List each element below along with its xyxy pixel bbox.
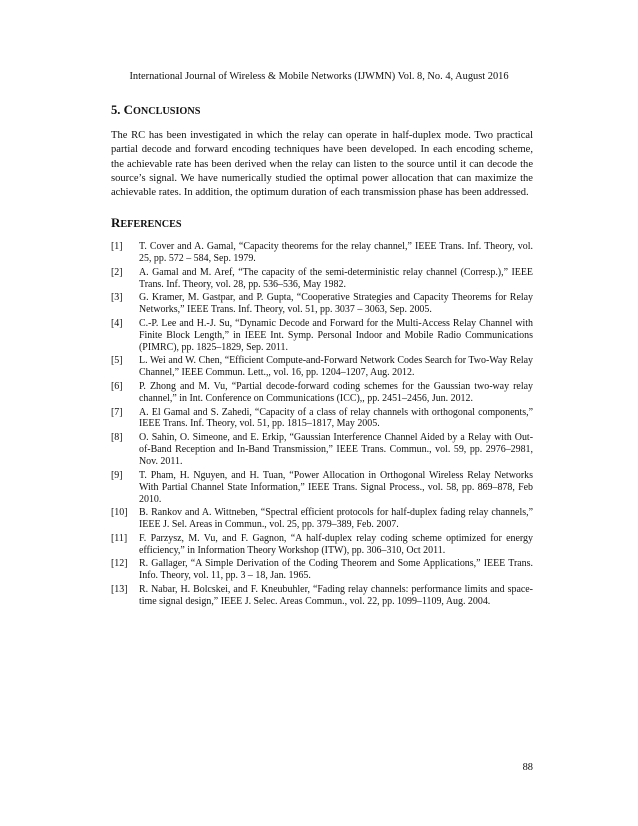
reference-item — [111, 381, 533, 405]
reference-number: [10] — [111, 507, 128, 519]
reference-item — [111, 470, 533, 506]
reference-number: [5] — [111, 355, 123, 367]
reference-item — [111, 507, 533, 531]
reference-item — [111, 267, 533, 291]
reference-text: G. Kramer, M. Gastpar, and P. Gupta, “Cooperative Strategies and Capacity Theorems for Relay Networks,” IEEE Trans. Inf. Theory, vol. 51, pp. 3037 – 3063, Sep. 2005. — [139, 292, 533, 316]
reference-text: B. Rankov and A. Wittneben, “Spectral efficient protocols for half-duplex fading relay channels,” IEEE J. Sel. Areas in Commun., vol. 25, pp. 379–389, Feb. 2007. — [139, 507, 533, 531]
reference-text: T. Cover and A. Gamal, “Capacity theorems for the relay channel,” IEEE Trans. Inf. Theory, vol. 25, pp. 572 – 584, Sep. 1979. — [139, 241, 533, 264]
reference-item — [111, 584, 533, 608]
reference-number: [2] — [111, 266, 123, 278]
reference-number: [3] — [111, 292, 123, 304]
reference-item — [111, 318, 533, 354]
reference-item — [111, 407, 533, 431]
heading-initial: C — [123, 102, 133, 117]
reference-text: A. El Gamal and S. Zahedi, “Capacity of a class of relay channels with orthogonal components,” IEEE Trans. Inf. Theory, vol. 51, pp. 1815–1817, May 2005. — [139, 406, 533, 430]
reference-number: [13] — [111, 584, 128, 596]
reference-text: R. Gallager, “A Simple Derivation of the Coding Theorem and Some Applications,” IEEE Trans. Info. Theory, vol. 11, pp. 3 – 18, Jan. 1965. — [139, 558, 533, 582]
reference-number: [6] — [111, 380, 123, 392]
reference-number: [9] — [111, 469, 123, 481]
reference-item — [111, 432, 533, 468]
conclusions-paragraph: The RC has been investigated in which the relay can operate in half-duplex mode. Two practical partial decode and forward encoding techniques have been developed. In each encoding scheme, the achievable rate has been derived when the relay can listen to the source until it can decode the source’s signal. We have numerically studied the optimal power allocation that can maximize the achievable rates. In addition, the optimum duration of each transmission phase has been addressed. — [111, 130, 533, 199]
reference-list — [111, 241, 533, 610]
reference-text: O. Sahin, O. Simeone, and E. Erkip, “Gaussian Interference Channel Aided by a Relay with Out-of-Band Reception and In-Band Transmission,” IEEE Trans. Commun., vol. 59, pp. 2976–2981, Nov. 2011. — [139, 432, 533, 467]
reference-item — [111, 292, 533, 316]
reference-number: [4] — [111, 317, 123, 329]
section-number: 5. — [111, 103, 121, 117]
heading-initial: R — [111, 215, 121, 230]
reference-text: F. Parzysz, M. Vu, and F. Gagnon, “A half-duplex relay coding scheme optimized for energy efficiency,” in Information Theory Workshop (ITW), pp. 306–310, Oct 2011. — [139, 532, 533, 556]
reference-number: [8] — [111, 432, 123, 444]
reference-text: P. Zhong and M. Vu, “Partial decode-forward coding schemes for the Gaussian two-way relay channel,” in Int. Conference on Communications (ICC),, pp. 2451–2456, Jun. 2012. — [139, 380, 533, 404]
reference-text: L. Wei and W. Chen, “Efficient Compute-and-Forward Network Codes Search for Two-Way Relay Channel,” IEEE Commun. Lett.,, vol. 16, pp. 1204–1207, Aug. 2012. — [139, 355, 533, 379]
heading-rest: ONCLUSIONS — [133, 106, 201, 117]
reference-item — [111, 355, 533, 379]
reference-text: C.-P. Lee and H.-J. Su, “Dynamic Decode and Forward for the Multi-Access Relay Channel with Finite Block Length,” in IEEE Int. Symp. Personal Indoor and Mobile Radio Communications (PIMRC), pp. 1825–1829, Sep. 2011. — [139, 317, 533, 353]
reference-text: R. Nabar, H. Bolcskei, and F. Kneubuhler, “Fading relay channels: performance limits and space-time signal design,” IEEE J. Selec. Areas Commun., vol. 22, pp. 1099–1109, Aug. 2004. — [139, 584, 533, 607]
reference-number: [12] — [111, 558, 128, 570]
conclusions-heading — [111, 102, 200, 118]
reference-text: A. Gamal and M. Aref, “The capacity of the semi-deterministic relay channel (Corresp.),” IEEE Trans. Inf. Theory, vol. 28, pp. 536–536, May 1982. — [139, 266, 533, 290]
reference-number: [1] — [111, 241, 123, 252]
reference-item — [111, 533, 533, 557]
references-heading — [111, 215, 182, 231]
running-header: International Journal of Wireless & Mobile Networks (IJWMN) Vol. 8, No. 4, August 2016 — [129, 71, 509, 82]
reference-item — [111, 241, 533, 265]
reference-number: [7] — [111, 406, 123, 418]
heading-rest: EFERENCES — [120, 219, 182, 230]
reference-text: T. Pham, H. Nguyen, and H. Tuan, “Power Allocation in Orthogonal Wireless Relay Networks With Partial Channel State Information,” IEEE Trans. Signal Process., vol. 58, pp. 869–878, Feb 2010. — [139, 469, 533, 505]
page-number: 88 — [522, 762, 533, 773]
reference-number: [11] — [111, 532, 128, 544]
reference-item — [111, 558, 533, 582]
